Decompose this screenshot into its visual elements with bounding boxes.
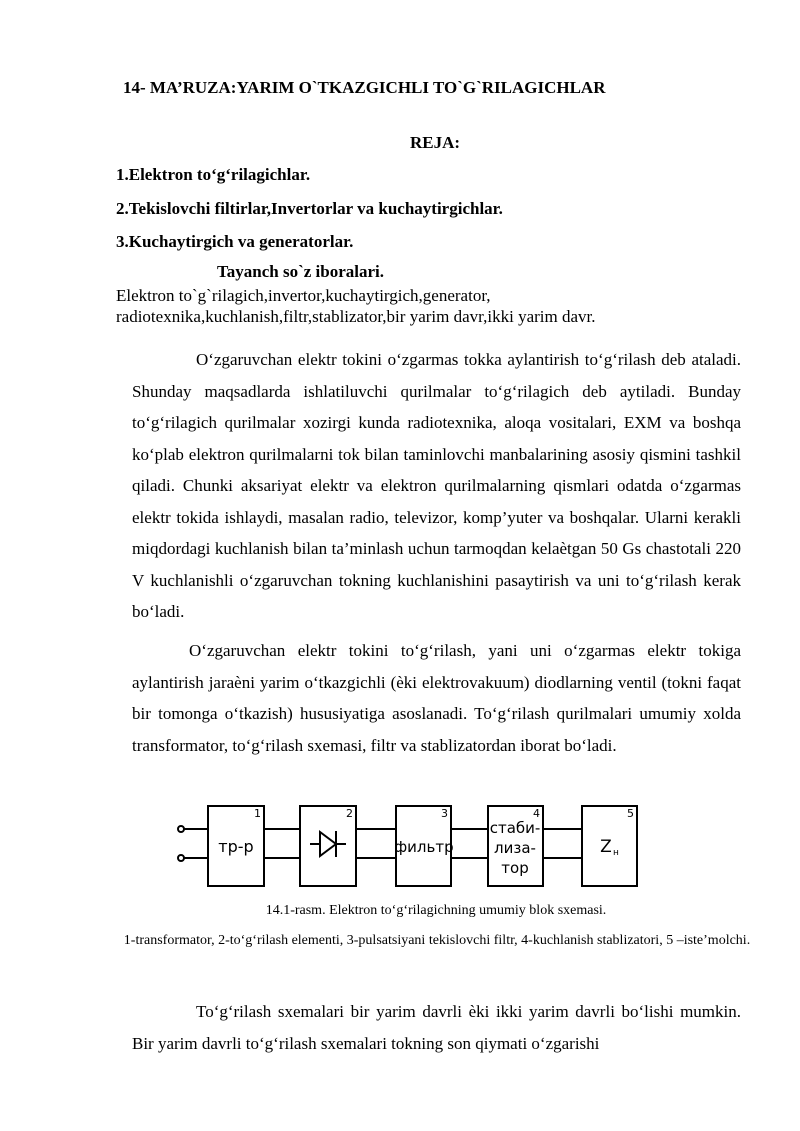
block-4-label-line-1: стаби- — [489, 819, 541, 837]
block-5-label: Z — [600, 837, 612, 857]
paragraph-1: O‘zgaruvchan elektr tokini o‘zgarmas tokka aylantirish to‘g‘rilash deb ataladi. Shunday maqsadlarda ishlatiluvchi qurilmalar to‘g‘rilagich deb aytiladi. Bunday to‘g‘rilagich qurilmalar xozirgi kunda radiotexnika, aloqa vositalari, EXM va boshqa ko‘plab elektron qurilmalarni tok bilan taminlovchi manbalarining asosiy qismini tashkil qiladi. Chunki aksariyat elektr va elektron qurilmalarning qismlari odatda o‘zgarmas elektr tokida ishlaydi, masalan radio, televizor, komp’yuter va boshqalar. Ularni kerakli miqdordagi kuchlanish bilan ta’minlash uchun tarmoqdan kelaètgan 50 Gs chastotali 220 V kuchlanishli o‘zgaruvchan tokning kuchlanishini pasaytirish va uni to‘g‘rilash kerak bo‘ladi. — [132, 350, 741, 621]
block-5-number: 5 — [627, 807, 634, 820]
block-4-number: 4 — [533, 807, 540, 820]
keywords-label: Tayanch so`z iboralari. — [217, 262, 385, 281]
block-1-label: тр-р — [218, 837, 254, 856]
plan-item-1: 1.Elektron to‘g‘rilagichlar. — [116, 165, 311, 184]
figure-caption: 14.1-rasm. Elektron to‘g‘rilagichning umumiy blok sxemasi. — [265, 903, 607, 918]
input-terminal-bottom — [178, 855, 184, 861]
block-2-number: 2 — [346, 807, 353, 820]
block-4-label-line-2: лиза- — [494, 839, 536, 857]
block-1-number: 1 — [254, 807, 261, 820]
plan-item-2: 2.Tekislovchi filtirlar,Invertorlar va kuchaytirgichlar. — [116, 199, 503, 218]
plan-item-3: 3.Kuchaytirgich va generatorlar. — [116, 232, 354, 251]
diode-icon — [320, 832, 336, 856]
lecture-title: 14- MA’RUZA:YARIM O`TKAZGICHLI TO`G`RILAGICHLAR — [123, 78, 606, 97]
block-5-subscript: н — [613, 848, 619, 858]
input-terminal-top — [178, 826, 184, 832]
plan-label: REJA: — [410, 133, 461, 152]
block-diagram — [172, 800, 642, 890]
paragraph-3: To‘g‘rilash sxemalari bir yarim davrli èki ikki yarim davrli bo‘lishi mumkin. Bir yarim davrli to‘g‘rilash sxemalari tokning son qiymati o‘zgarishi — [132, 1002, 741, 1053]
block-3-number: 3 — [441, 807, 448, 820]
block-3-label: фильтр — [394, 838, 454, 856]
block-4-label-line-3: тор — [501, 859, 529, 877]
keywords-text: Elektron to`g`rilagich,invertor,kuchaytirgich,generator, radiotexnika,kuchlanish,filtr,stablizator,bir yarim davr,ikki yarim davr. — [116, 286, 596, 326]
paragraph-2: O‘zgaruvchan elektr tokini to‘g‘rilash, yani uni o‘zgarmas elektr tokiga aylantirish jaraèni yarim o‘tkazgichli (èki elektrovakuum) diodlarning ventil (tokni faqat bir tomonga o‘tkazish) hususiyatiga asoslanadi. To‘g‘rilash qurilmalari umumiy xolda transformator, to‘g‘rilash sxemasi, filtr va stablizatordan iborat bo‘ladi. — [132, 641, 741, 755]
figure-legend: 1-transformator, 2-to‘g‘rilash elementi, 3-pulsatsiyani tekislovchi filtr, 4-kuchlanish stablizatori, 5 –iste’molchi. — [123, 933, 751, 948]
